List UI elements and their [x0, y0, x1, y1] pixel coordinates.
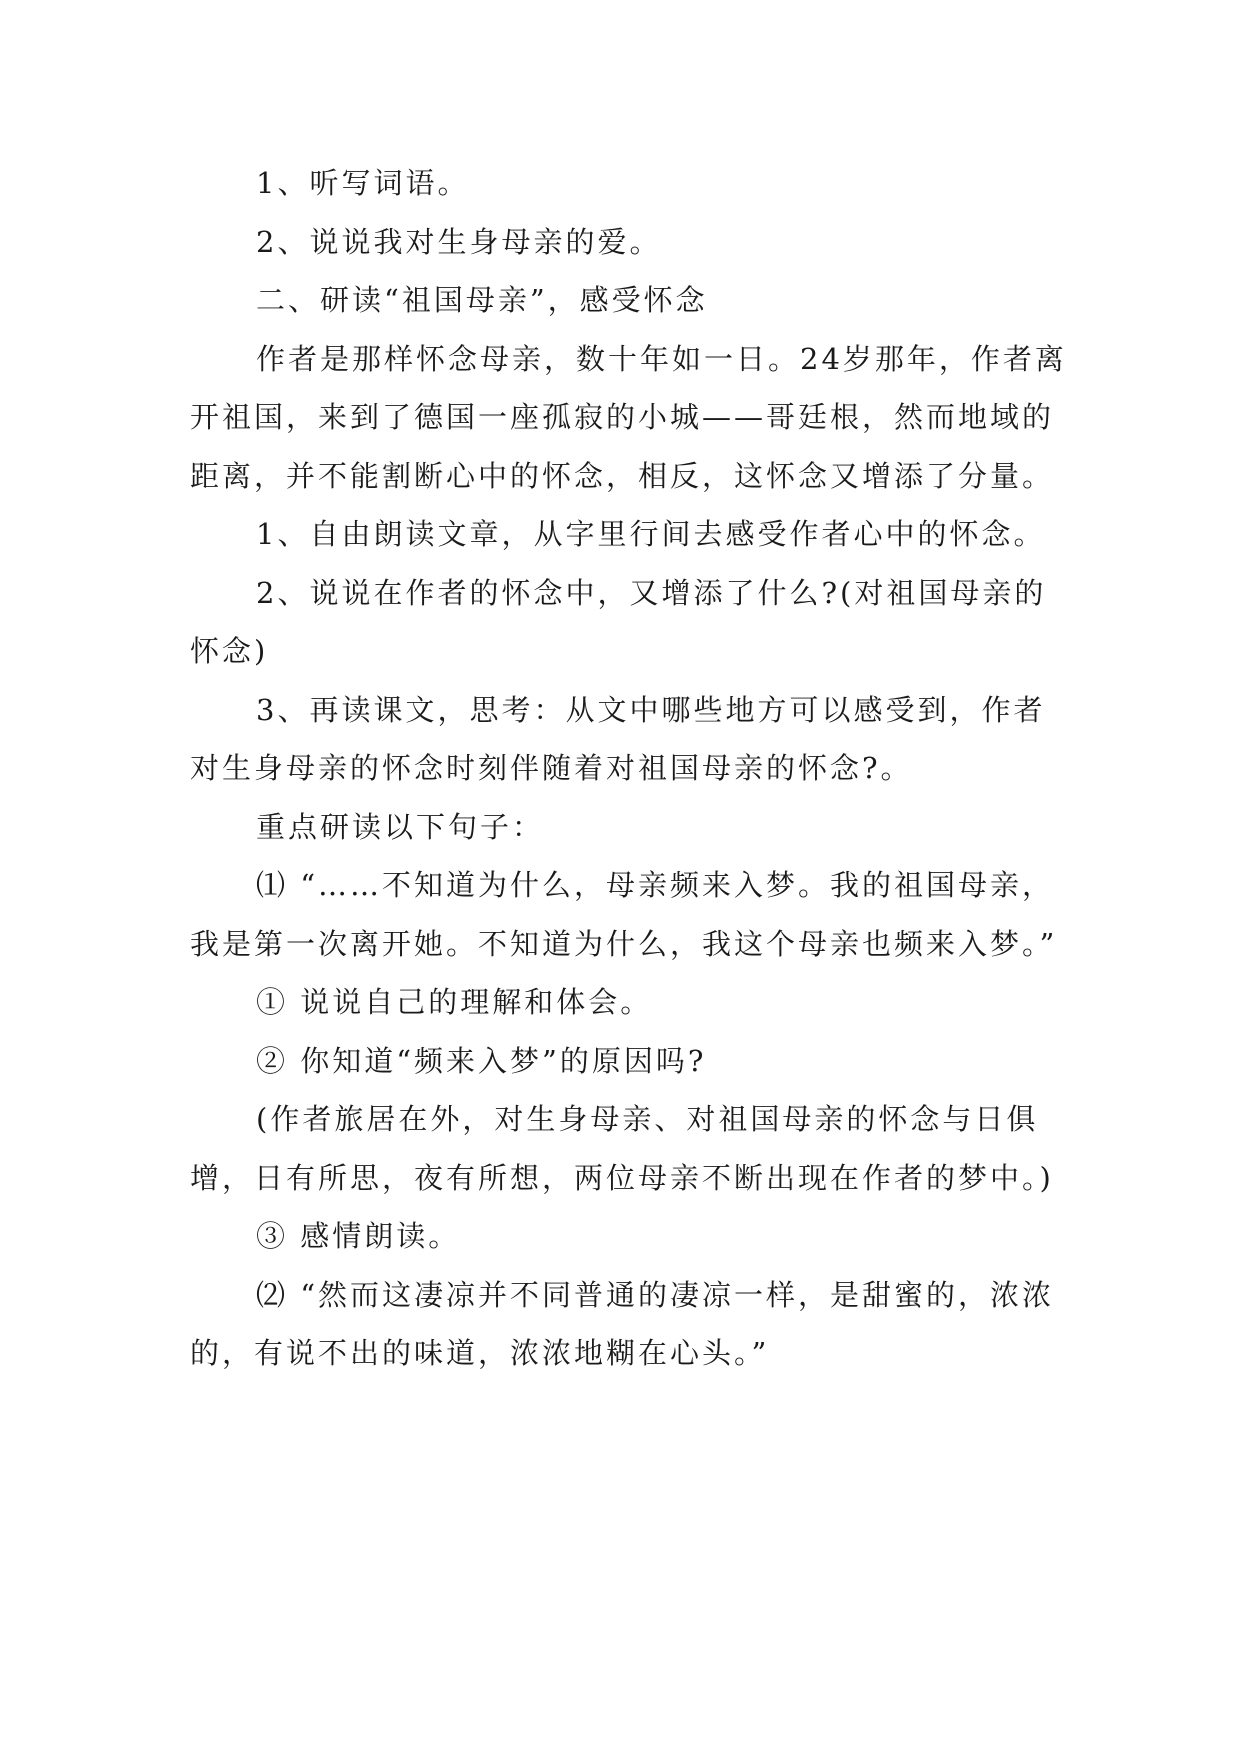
section-heading: 二、研读“祖国母亲”，感受怀念 [256, 283, 708, 317]
paragraph-key-sentences: 重点研读以下句子： [256, 809, 545, 844]
item-reason: ② 你知道“频来入梦”的原因吗? [256, 1043, 707, 1078]
item-understanding: ① 说说自己的理解和体会。 [256, 985, 653, 1019]
paragraph-explanation: (作者旅居在外，对生身母亲、对祖国母亲的怀念与日俱增，日有所思，夜有所想，两位母亲不断出现在作者的梦中。) [190, 1102, 1054, 1195]
paragraph-added-longing: 2、说说在作者的怀念中，又增添了什么?(对祖国母亲的怀念) [190, 575, 1047, 668]
paragraph-reread: 3、再读课文，思考：从文中哪些地方可以感受到，作者对生身母亲的怀念时刻伴随着对祖国母亲的怀念?。 [190, 692, 1046, 785]
paragraph-love-for-mother: 2、说说我对生身母亲的爱。 [256, 224, 662, 259]
quote-one: ⑴ “……不知道为什么，母亲频来入梦。我的祖国母亲，我是第一次离开她。不知道为什么，我这个母亲也频来入梦。” [190, 868, 1058, 961]
item-emotional-reading: ③ 感情朗读。 [256, 1219, 461, 1253]
paragraph-dictation: 1、听写词语。 [256, 166, 470, 200]
quote-two: ⑵ “然而这凄凉并不同普通的凄凉一样，是甜蜜的，浓浓的，有说不出的味道，浓浓地糊在心头。” [190, 1277, 1055, 1370]
paragraph-free-reading: 1、自由朗读文章，从字里行间去感受作者心中的怀念。 [256, 517, 1046, 551]
paragraph-intro: 作者是那样怀念母亲，数十年如一日。24岁那年，作者离开祖国，来到了德国一座孤寂的小城——哥廷根，然而地域的距离，并不能割断心中的怀念，相反，这怀念又增添了分量。 [190, 341, 1067, 493]
document-body [190, 154, 1070, 1383]
